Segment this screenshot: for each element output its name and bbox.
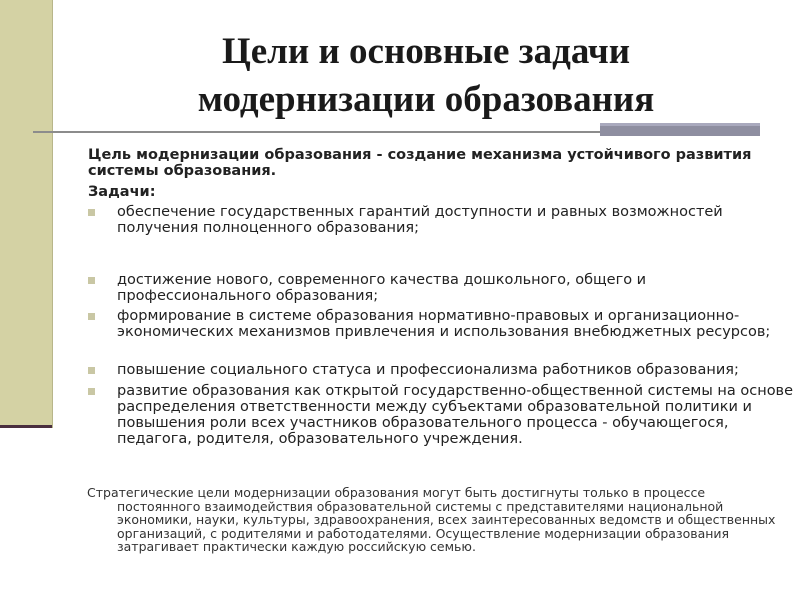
task-item bbox=[117, 383, 797, 447]
bullet-square-icon bbox=[88, 367, 95, 374]
tasks-heading: Задачи: bbox=[88, 184, 156, 200]
task-text: повышение социального статуса и профессионализма работников образования; bbox=[117, 362, 739, 378]
title-divider-line bbox=[33, 131, 600, 133]
decorative-side-rule bbox=[0, 425, 52, 428]
strategic-goals-note bbox=[87, 486, 792, 554]
decorative-side-bar bbox=[0, 0, 53, 428]
task-item bbox=[117, 308, 797, 340]
slide-title bbox=[52, 28, 800, 124]
bullet-square-icon bbox=[88, 209, 95, 216]
bullet-square-icon bbox=[88, 313, 95, 320]
task-text: развитие образования как открытой государственно-общественной системы на основе распределения ответственности между субъектами образовательной политики и повышения роли всех участников образовательного процесса - обучающегося, педагога, родителя, образовательного учреждения. bbox=[117, 383, 794, 447]
footer-continuation: постоянного взаимодействия образовательной системы с представителями национальной экономики, науки, культуры, здравоохранения, всех заинтересованных ведомств и общественных организаций, с родителями и работодателями. Осуществление модернизации образования затрагивает практически каждую российскую семью. bbox=[117, 498, 776, 554]
task-item bbox=[117, 362, 797, 378]
task-text: формирование в системе образования нормативно-правовых и организационно-экономических механизмов привлечения и использования внебюджетных ресурсов; bbox=[117, 308, 771, 340]
bullet-square-icon bbox=[88, 277, 95, 284]
task-text: обеспечение государственных гарантий доступности и равных возможностей получения полноценного образования; bbox=[117, 204, 723, 236]
task-item bbox=[117, 204, 797, 236]
title-line-2: модернизации образования bbox=[197, 79, 655, 120]
task-text: достижение нового, современного качества дошкольного, общего и профессионального образования; bbox=[117, 272, 647, 304]
title-line-1: Цели и основные задачи bbox=[221, 31, 631, 72]
title-accent-bar bbox=[600, 123, 760, 136]
bullet-square-icon bbox=[88, 388, 95, 395]
footer-first-line: Стратегические цели модернизации образования могут быть достигнуты только в процессе bbox=[87, 485, 706, 500]
task-item bbox=[117, 272, 797, 304]
goal-statement: Цель модернизации образования - создание механизма устойчивого развития системы образования. bbox=[88, 147, 752, 179]
